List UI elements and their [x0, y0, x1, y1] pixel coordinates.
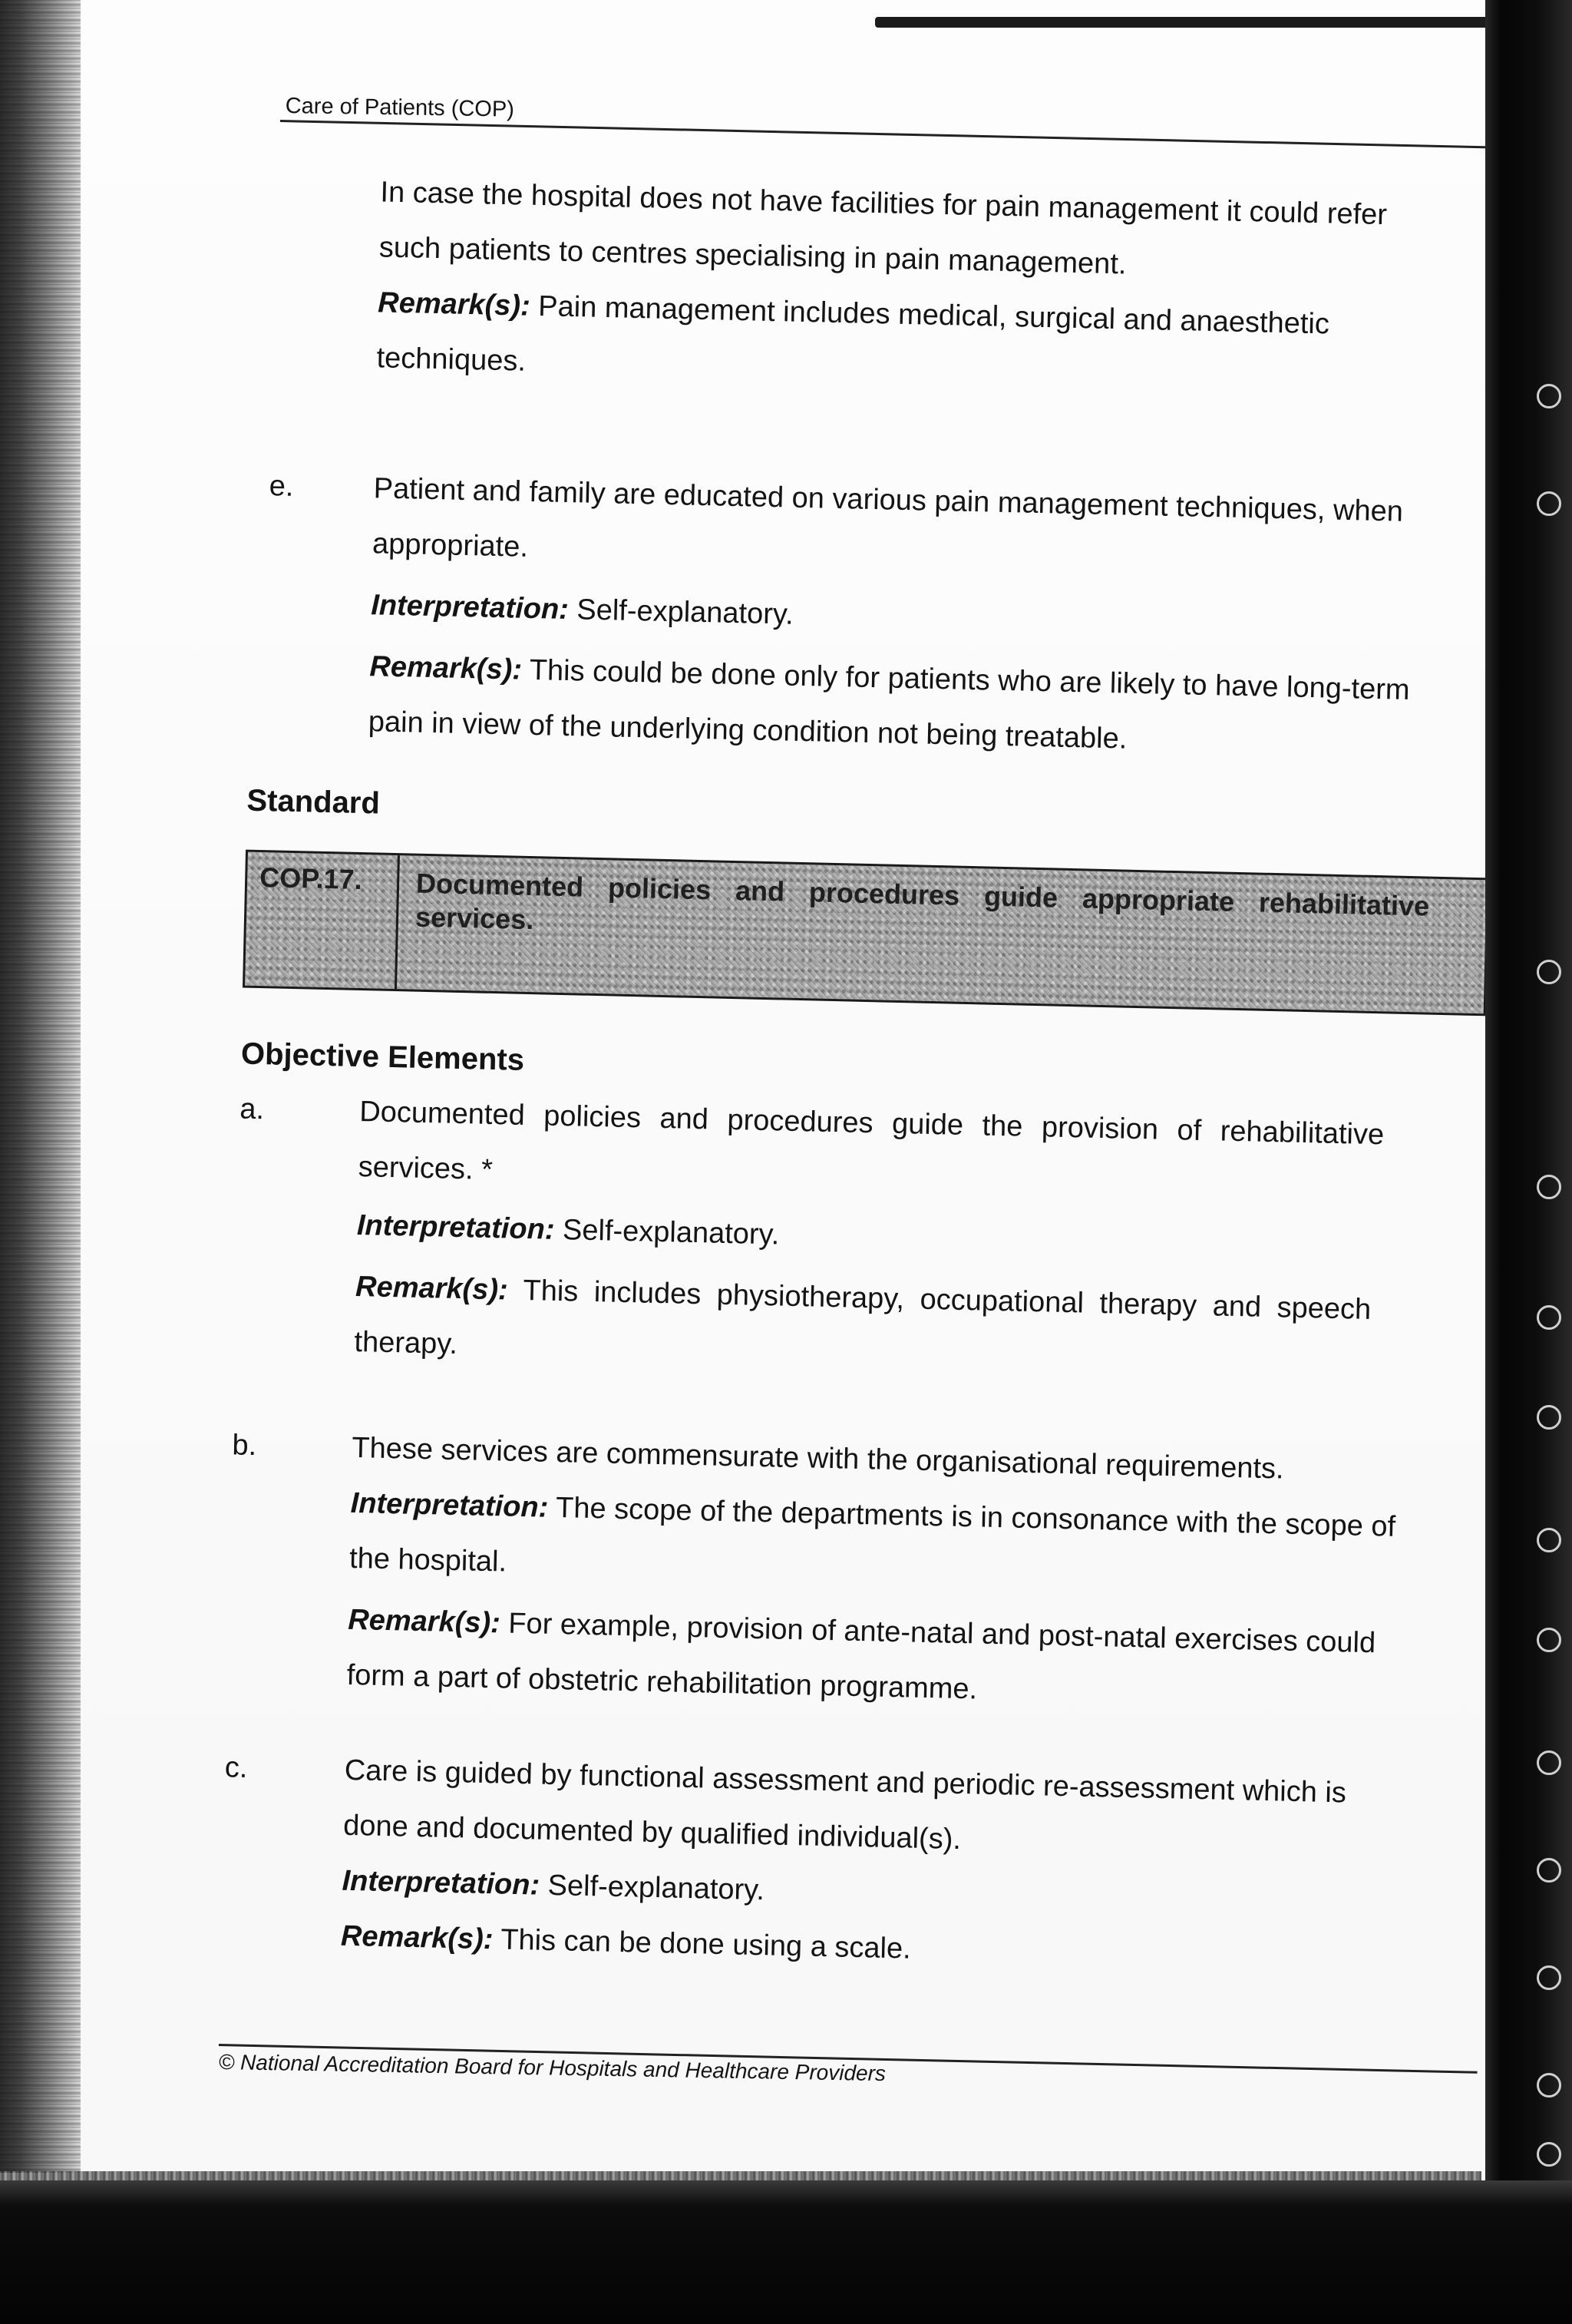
- intro-remark-line-2: techniques.: [376, 342, 527, 378]
- standard-box: [243, 850, 1489, 1017]
- binder-ring-icon: [1537, 2073, 1561, 2098]
- remark-text: For example, provision of ante-natal and post-natal exercises could: [500, 1607, 1376, 1660]
- item-e-line-1: Patient and family are educated on various pain management techniques, when: [373, 472, 1404, 528]
- remark-label: Remark(s):: [355, 1270, 509, 1307]
- remark-text: This includes physiotherapy, occupational therapy and speech: [507, 1274, 1372, 1327]
- item-b-remark-line-2: form a part of obstetric rehabilitation programme.: [346, 1658, 978, 1706]
- item-a-marker: a.: [239, 1093, 265, 1126]
- binder-ring-icon: [1537, 1528, 1561, 1552]
- item-b-interpretation-line-2: the hospital.: [348, 1542, 507, 1579]
- binder-ring-icon: [1537, 1750, 1561, 1775]
- intro-line-2: such patients to centres specialising in pain management.: [378, 231, 1127, 281]
- remark-text: Pain management includes medical, surgical and anaesthetic: [530, 289, 1330, 341]
- binder-ring-icon: [1537, 491, 1561, 516]
- remark-text: This can be done using a scale.: [493, 1923, 912, 1965]
- item-e-interpretation: [371, 577, 794, 642]
- item-c-line-1: Care is guided by functional assessment and periodic re-assessment which is: [344, 1754, 1347, 1810]
- interpretation-label: Interpretation:: [350, 1486, 549, 1524]
- standard-code: COP.17.: [259, 861, 363, 896]
- interpretation-text: The scope of the departments is in consonance with the scope of: [547, 1491, 1396, 1543]
- binder-ring-icon: [1537, 1628, 1561, 1652]
- interpretation-label: Interpretation:: [342, 1864, 540, 1902]
- intro-line-1: In case the hospital does not have facilities for pain management it could refer: [380, 176, 1388, 232]
- item-c-interpretation: [342, 1853, 765, 1918]
- interpretation-text: Self-explanatory.: [554, 1213, 780, 1251]
- binder-ring-icon: [1537, 1858, 1561, 1883]
- binder-ring-icon: [1537, 2142, 1561, 2167]
- header-rule: [280, 120, 1516, 149]
- scan-bottom-shadow: [0, 2180, 1572, 2324]
- item-a-line-1: Documented policies and procedures guide the provision of rehabilitative: [358, 1096, 1385, 1152]
- remark-text: This could be done only for patients who are likely to have long-term: [521, 653, 1411, 706]
- standard-heading: Standard: [246, 783, 381, 821]
- objective-elements-heading: Objective Elements: [240, 1036, 525, 1077]
- footer-copyright: © National Accreditation Board for Hospitals and Healthcare Providers: [218, 2050, 887, 2086]
- item-a-line-2: services. *: [358, 1151, 494, 1187]
- interpretation-label: Interpretation:: [356, 1209, 555, 1246]
- item-c-marker: c.: [224, 1751, 248, 1784]
- binder-ring-icon: [1537, 1175, 1561, 1199]
- item-c-remark: [340, 1909, 911, 1977]
- item-e-remark-line-2: pain in view of the underlying condition not being treatable.: [368, 706, 1128, 755]
- item-a-remark: [355, 1259, 1372, 1337]
- binder-ring-icon: [1537, 1965, 1561, 1990]
- remark-label: Remark(s):: [377, 286, 531, 322]
- scan-left-edge-shadow: [0, 0, 81, 2173]
- standard-box-divider: [395, 855, 400, 989]
- binder-ring-icon: [1537, 1305, 1561, 1330]
- interpretation-label: Interpretation:: [370, 589, 570, 626]
- binder-ring-icon: [1537, 1405, 1561, 1430]
- item-e-marker: e.: [269, 470, 294, 503]
- remark-label: Remark(s):: [369, 650, 523, 686]
- standard-text: Documented policies and procedures guide appropriate rehabilitative services.: [414, 867, 1430, 936]
- interpretation-text: Self-explanatory.: [539, 1869, 765, 1907]
- running-header: Care of Patients (COP): [285, 94, 515, 122]
- item-a-remark-line-2: therapy.: [354, 1325, 458, 1361]
- remark-label: Remark(s):: [340, 1919, 494, 1956]
- binder-ring-icon: [1537, 960, 1561, 984]
- binder-ring-icon: [1537, 384, 1561, 408]
- item-b-line-1: These services are commensurate with the organisational requirements.: [351, 1431, 1285, 1486]
- interpretation-text: Self-explanatory.: [568, 593, 794, 631]
- item-b-marker: b.: [231, 1429, 257, 1463]
- remark-label: Remark(s):: [347, 1603, 501, 1640]
- item-e-line-2: appropriate.: [372, 527, 529, 564]
- item-a-interpretation: [356, 1198, 780, 1262]
- item-c-line-2: done and documented by qualified individual(s).: [342, 1809, 962, 1856]
- scan-top-binding-shadow: [875, 17, 1551, 28]
